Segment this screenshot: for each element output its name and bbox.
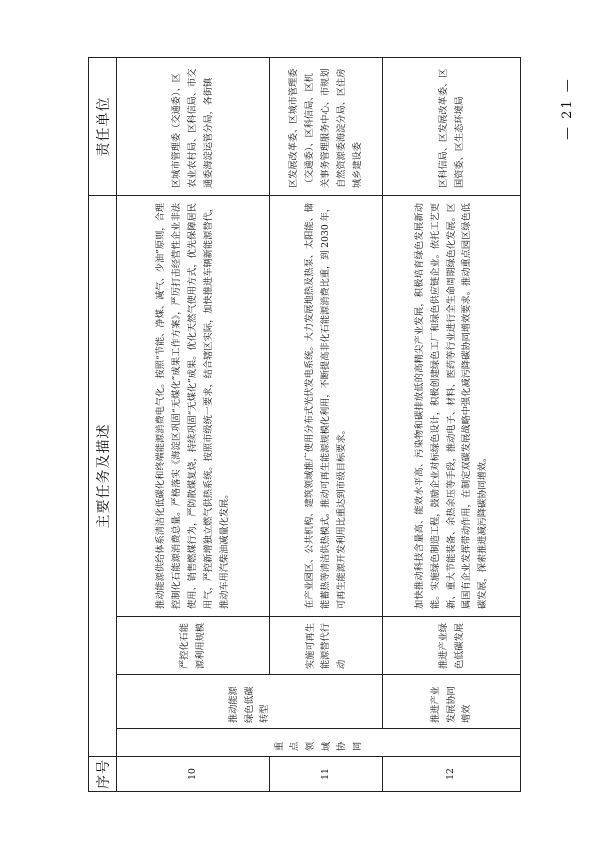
table-row [117,58,270,792]
task-name: 推进产业绿色低碳发展 [383,617,521,675]
task-description: 在产业园区、公共机构、建筑领域推广使用分布式光伏发电系统。大力发展地热及热泵、太阳能、储能蓄热等清洁供热模式。推动可再生能源规模化利用，不断提高非化石能源消费比重，到 2030 年，可再生能源开发利用比重达到市级目标要求。 [270,196,383,617]
task-description: 加快推动科技含量高、能效水平高、污染物和碳排放低的高精尖产业发展，积极培育绿色发展新动能。实施绿色制造工程，鼓励企业对标绿色设计，积极创建绿色工厂和绿色供应链企业。依托工艺更新、重大节能装备、余热余压等手段，推动电子、材料、医药等行业进行全生命周期绿色化发展。区属国有企业发挥带动作用，在制定双碳发展战略中强化减污降碳协同增效要求。推动重点园区绿色低碳发展，探索推进减污降碳协同增效。 [383,196,521,617]
row-number: 11 [270,757,383,792]
responsible-units: 区科信局、区发展改革委、区国资委、区生态环境局 [383,58,521,196]
task-description: 推动能源供给体系清洁化低碳化和终端能源消费电气化。按照“节能、净煤、减气、少油”原则，合理控制化石能源消费总量。严格落实《海淀区巩固“无煤化”成果工作方案》，严厉打击经营性企业非法使用、销售燃煤行为，严防散煤复烧，持续巩固“无煤化”成果。优化天然气使用方式，优先保障居民用气，严控新增独立燃气供热系统。按照市级统一要求，结合辖区实际，加快推进车辆新能源替代，推动车用汽柴油减量化发展。 [117,196,270,617]
tasks-table [88,57,521,792]
merged-category-cell: 重点领域协同 [117,729,521,757]
merged-subcategory-cell: 推动能源绿色低碳转型 [117,675,383,729]
task-name: 实施可再生能源替代行动 [270,617,383,675]
page-number: — 21 — [560,77,575,140]
responsible-units: 区城市管理委（交通委）、区农业农村局、区科信局、市交通委海淀运管分局，各街镇 [117,58,270,196]
row-number: 10 [117,757,270,792]
header-task: 主要任务及描述 [89,196,117,757]
header-no: 序号 [89,757,117,792]
merged-subcategory-cell: 推进产业发展协同增效 [383,675,521,729]
task-name: 严控化石能源利用规模 [117,617,270,675]
responsible-units: 区发展改革委、区城市管理委（交通委）、区科信局、区机关事务管理服务中心、市规划自然资源委海淀分局、区住房城乡建设委 [270,58,383,196]
header-dept: 责任单位 [89,58,117,196]
table-row [383,58,521,792]
header-row [89,58,117,792]
row-number: 12 [383,757,521,792]
